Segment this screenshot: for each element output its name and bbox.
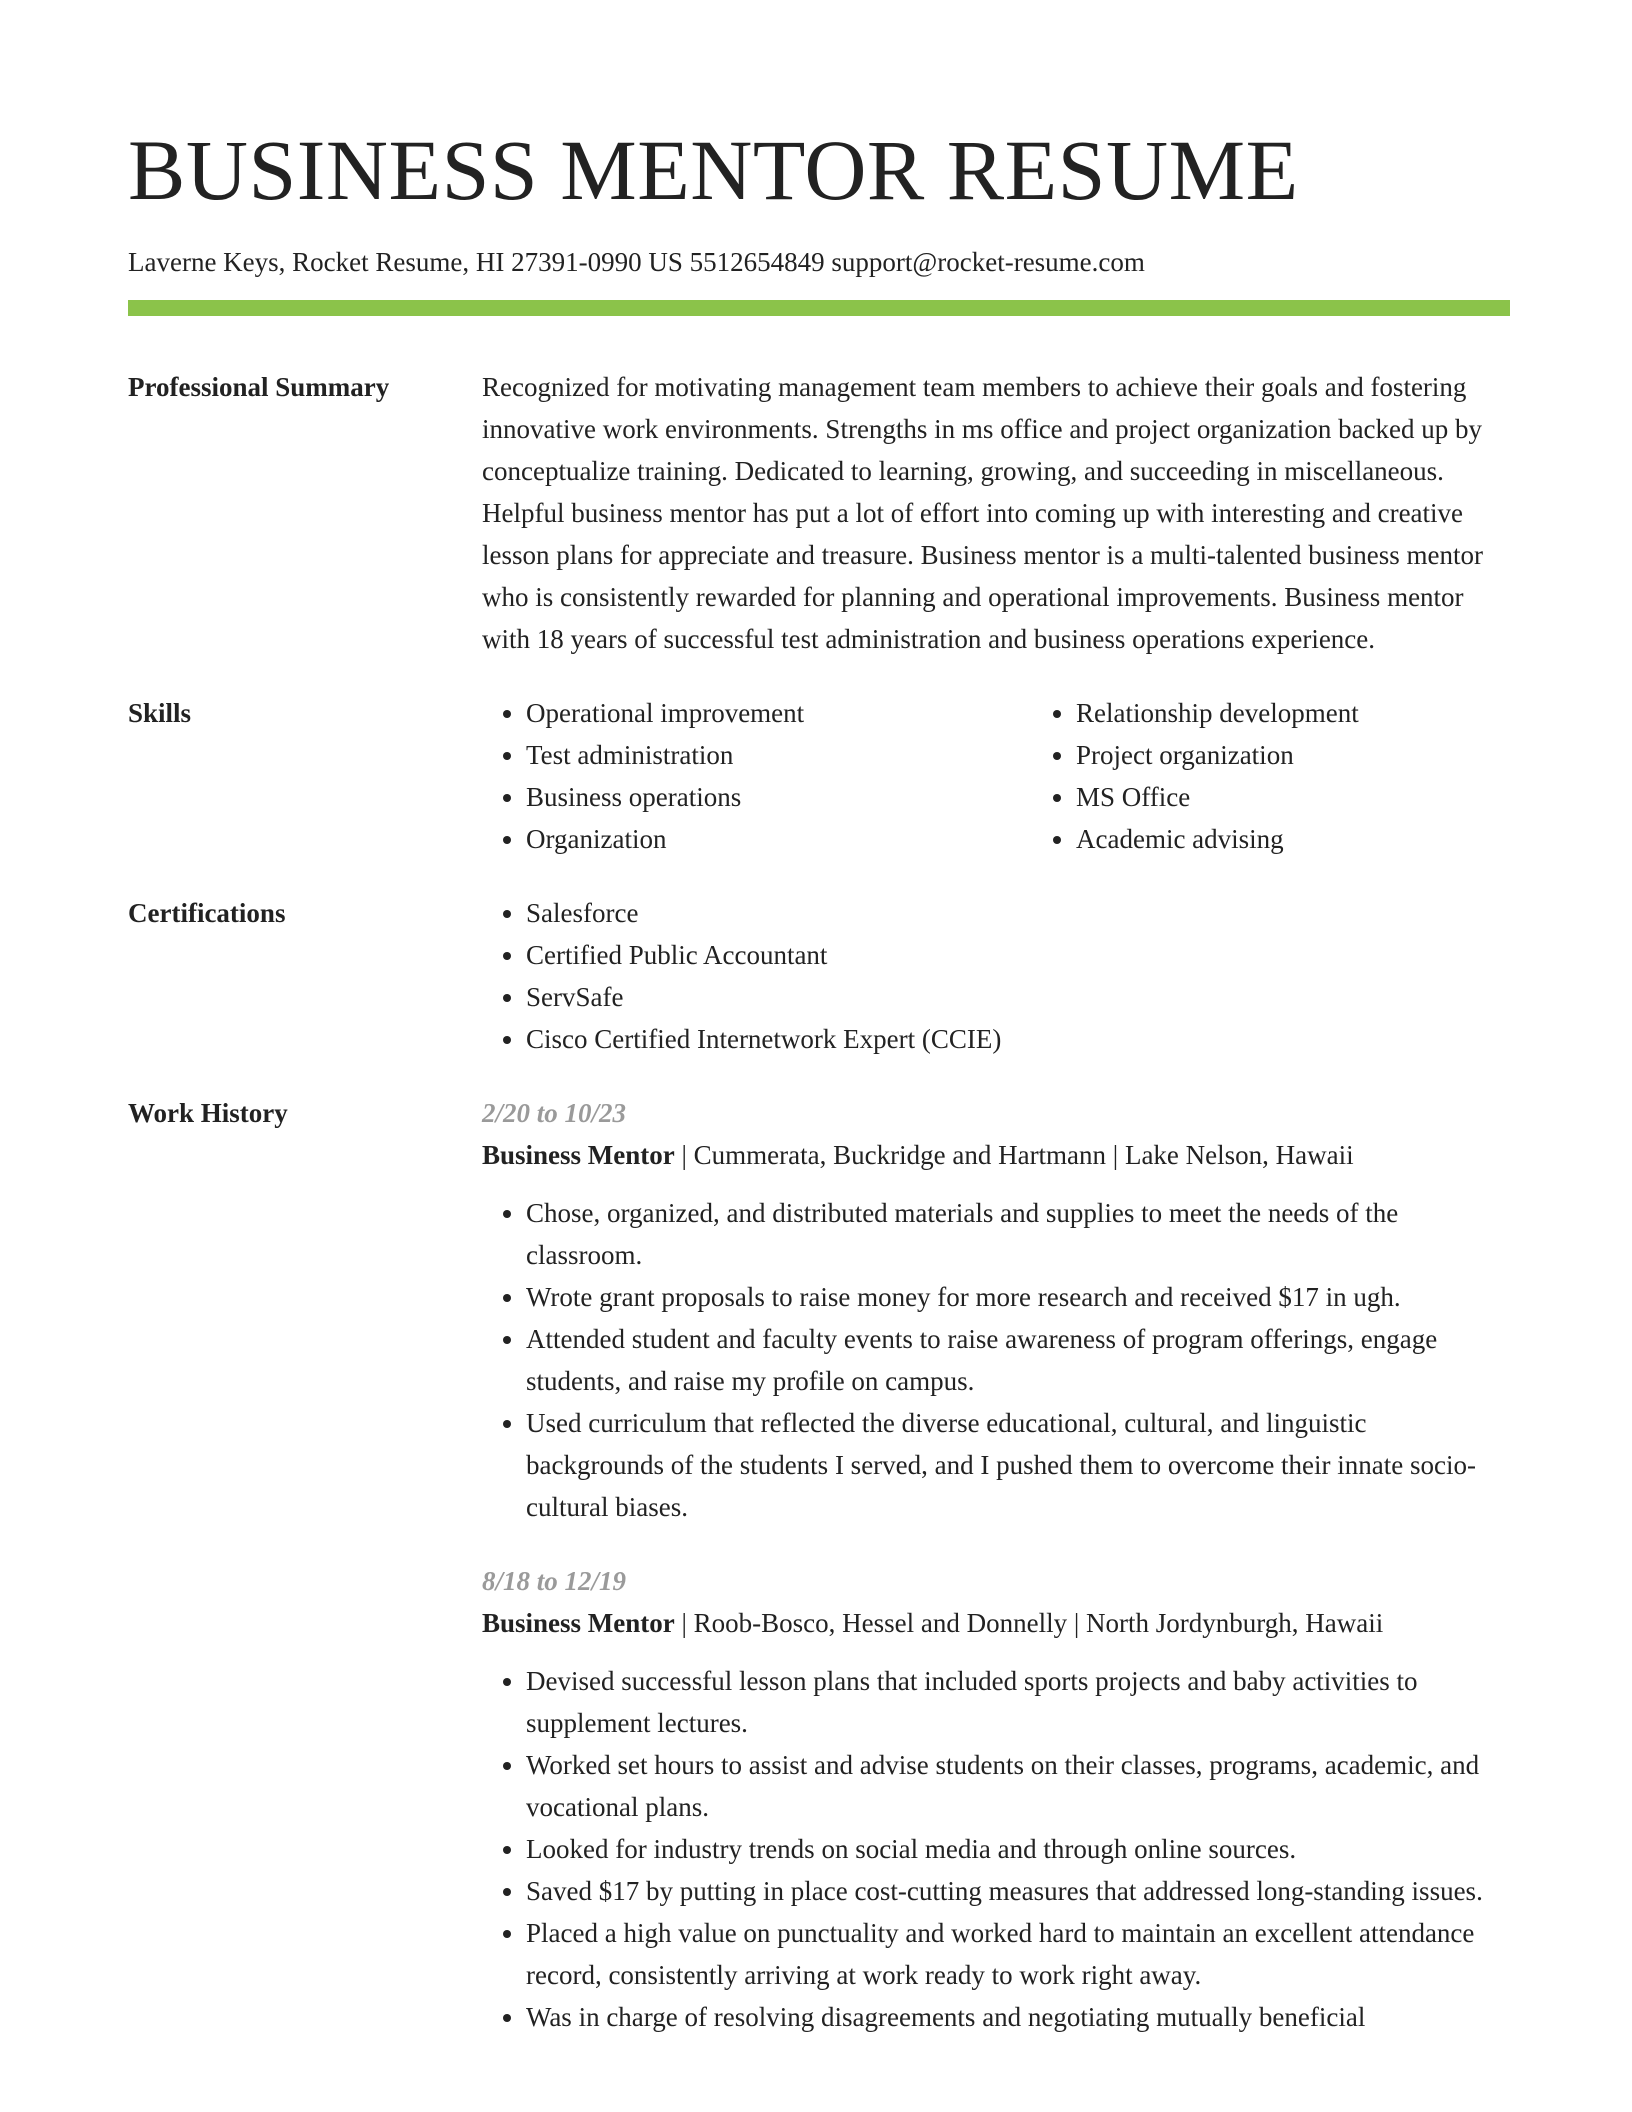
list-item: • Used curriculum that reflected the diverse educational, cultural, and linguistic backgrounds of the students I served, and I pushed them to overcome their innate socio-cultural biases. [526,1402,1510,1528]
section-label: Skills [128,698,192,728]
section-label: Certifications [128,898,286,928]
job-dates: 2/20 to 10/23 [482,1098,627,1128]
page-title: BUSINESS MENTOR RESUME [128,122,1299,218]
list-item: • Attended student and faculty events to raise awareness of program offerings, engage students, and raise my profile on campus. [526,1318,1510,1402]
skills-column-right [1032,692,1582,860]
list-item: • Devised successful lesson plans that included sports projects and baby activities to supplement lectures. [526,1660,1510,1744]
summary-text: Recognized for motivating management team members to achieve their goals and fostering innovative work environments. Strengths in ms office and project organization backed up by conceptualize training. Dedicated to learning, growing, and succeeding in miscellaneous. Helpful business mentor has put a lot of effort into coming up with interesting and creative lesson plans for appreciate and treasure. Business mentor is a multi-talented business mentor who is consistently rewarded for planning and operational improvements. Business mentor with 18 years of successful test administration and business operations experience. [482,372,1483,654]
job-bullets [482,1192,1510,1528]
section-label: Professional Summary [128,372,390,402]
list-item: • Relationship development [1076,692,1582,734]
contact-line: Laverne Keys, Rocket Resume, HI 27391-0990 US 5512654849 support@rocket-resume.com [128,247,1145,277]
job-title: Business Mentor [482,1140,675,1170]
list-item: • ServSafe [526,976,1510,1018]
section-body [482,892,1510,1060]
list-item: • Test administration [526,734,1032,776]
section-certifications [128,892,1510,1060]
list-item: • Certified Public Accountant [526,934,1510,976]
skills-column-left [482,692,1032,860]
list-item: • Salesforce [526,892,1510,934]
list-item: • Organization [526,818,1032,860]
job-entry [482,1092,1510,1528]
job-details: | Cummerata, Buckridge and Hartmann | Lake Nelson, Hawaii [674,1140,1354,1170]
list-item: • Was in charge of resolving disagreements and negotiating mutually beneficial [526,1996,1510,2038]
section-label: Work History [128,1098,288,1128]
list-item: • MS Office [1076,776,1582,818]
header-divider [128,300,1510,316]
job-dates: 8/18 to 12/19 [482,1566,627,1596]
list-item: • Worked set hours to assist and advise students on their classes, programs, academic, and vocational plans. [526,1744,1510,1828]
certifications-list [482,892,1510,1060]
list-item: • Business operations [526,776,1032,818]
list-item: • Saved $17 by putting in place cost-cutting measures that addressed long-standing issues. [526,1870,1510,1912]
section-work-history [128,1092,1510,2038]
section-body [482,366,1510,660]
list-item: • Placed a high value on punctuality and worked hard to maintain an excellent attendance record, consistently arriving at work ready to work right away. [526,1912,1510,1996]
skills-grid [482,692,1582,860]
job-title-line [482,1134,1510,1176]
job-bullets [482,1660,1510,2038]
resume-page [128,120,1510,2038]
list-item: • Chose, organized, and distributed materials and supplies to meet the needs of the classroom. [526,1192,1510,1276]
section-body [482,1092,1510,2038]
section-body [482,692,1582,860]
list-item: • Operational improvement [526,692,1032,734]
job-title-line [482,1602,1510,1644]
job-title: Business Mentor [482,1608,675,1638]
list-item: • Cisco Certified Internetwork Expert (CCIE) [526,1018,1510,1060]
list-item: • Wrote grant proposals to raise money for more research and received $17 in ugh. [526,1276,1510,1318]
list-item: • Looked for industry trends on social media and through online sources. [526,1828,1510,1870]
job-details: | Roob-Bosco, Hessel and Donnelly | North Jordynburgh, Hawaii [674,1608,1384,1638]
section-professional-summary [128,366,1510,660]
list-item: • Project organization [1076,734,1582,776]
job-entry [482,1560,1510,2038]
section-skills [128,692,1510,860]
list-item: • Academic advising [1076,818,1582,860]
